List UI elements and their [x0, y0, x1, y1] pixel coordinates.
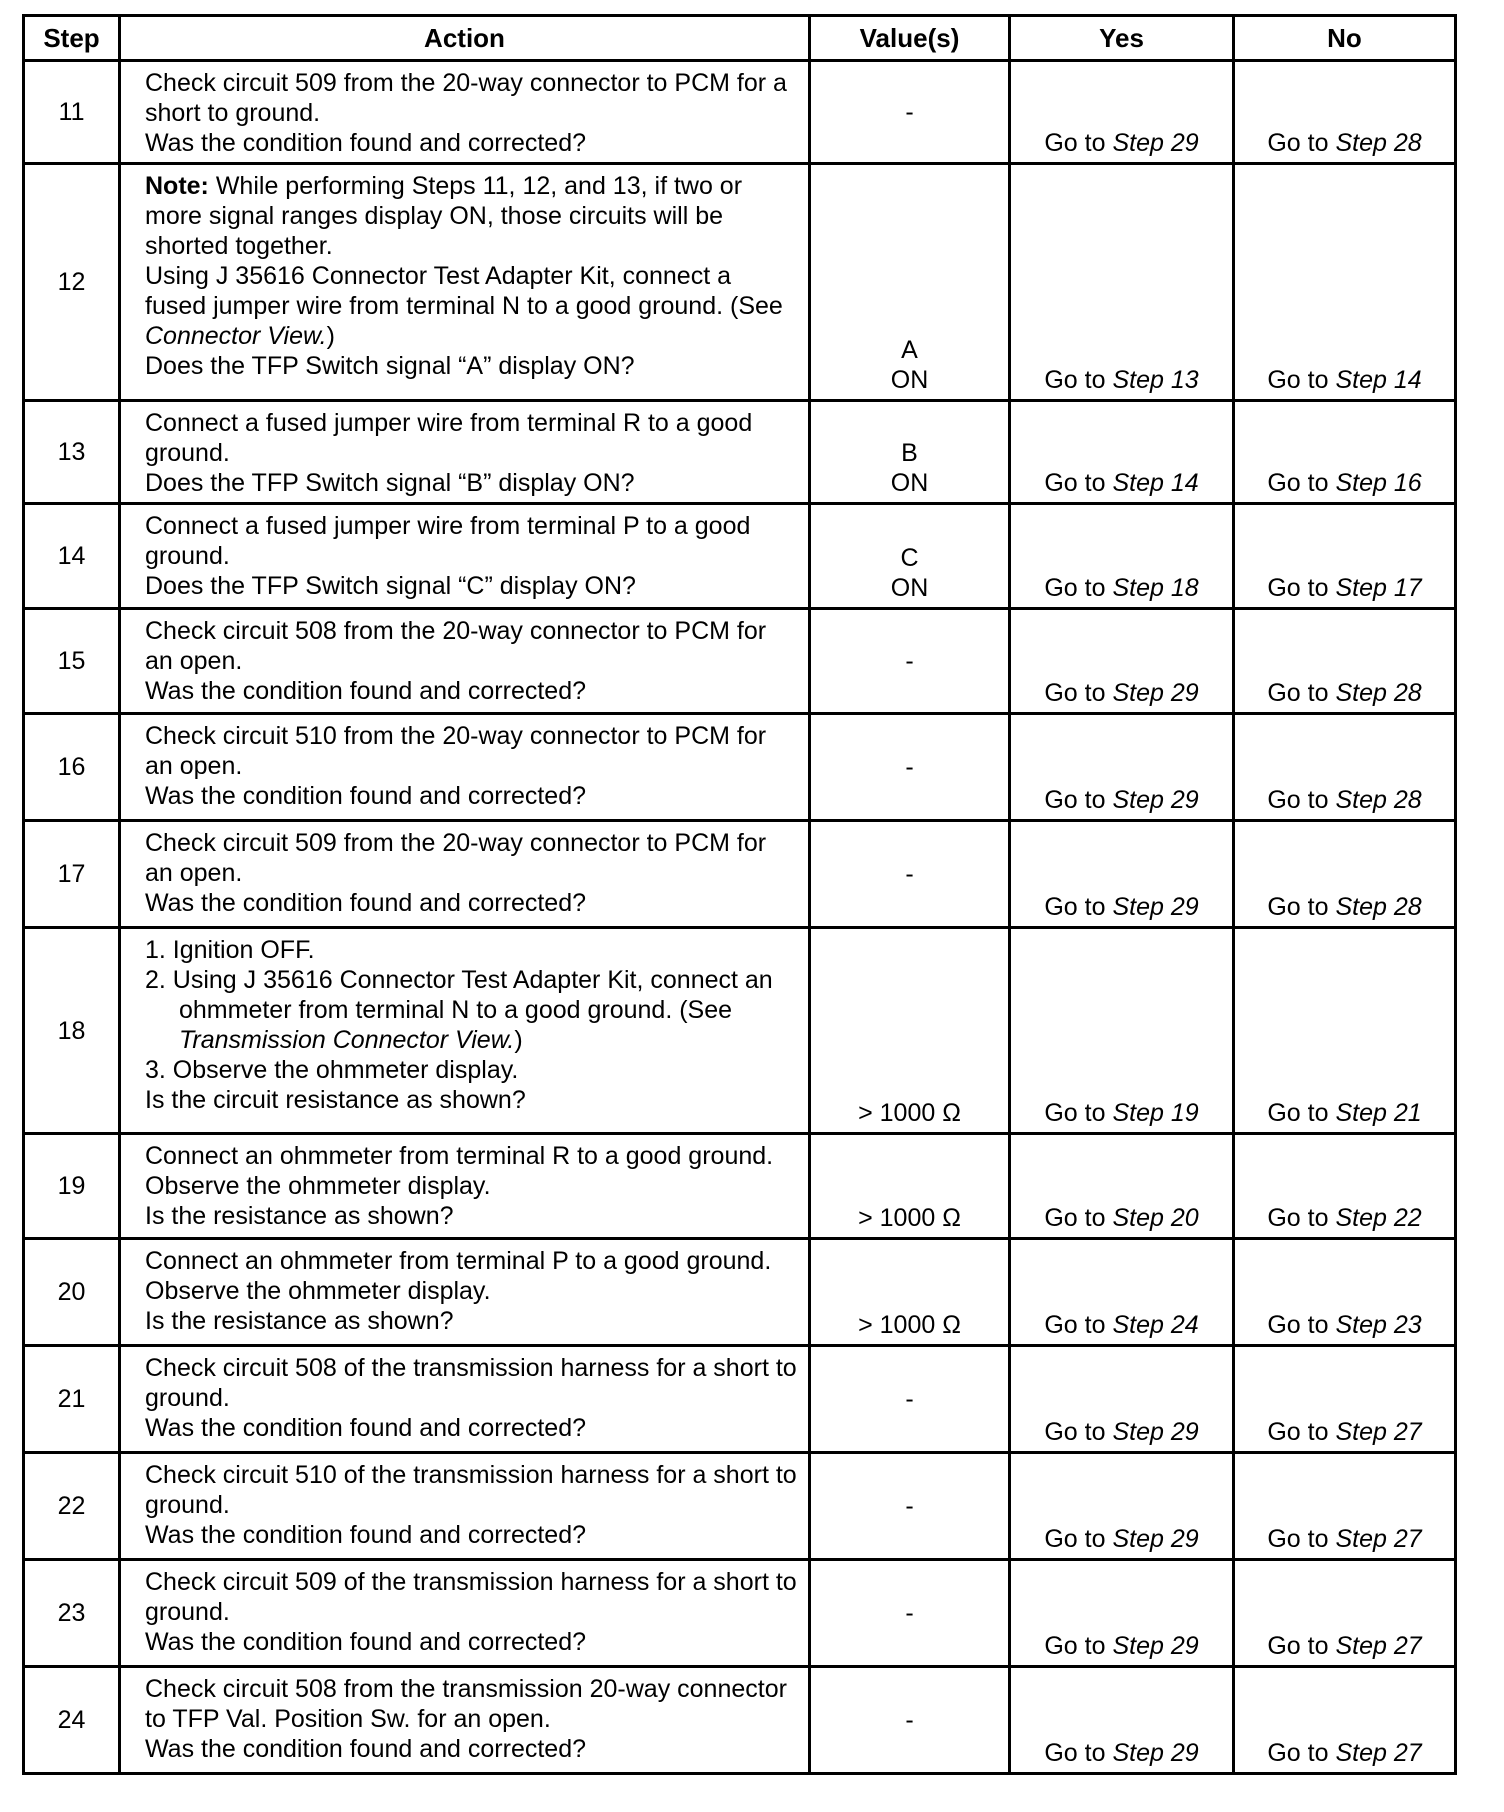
- goto-prefix: Go to: [1267, 1311, 1329, 1339]
- no-step-ref: Step 23: [1335, 1311, 1422, 1339]
- no-step-ref: Step 22: [1335, 1204, 1422, 1232]
- action-cell: [120, 1239, 810, 1346]
- value-cell: [810, 1667, 1010, 1774]
- goto-prefix: Go to: [1044, 366, 1106, 394]
- view-reference: Transmission Connector View.: [179, 1026, 515, 1054]
- step-number: 11: [24, 61, 120, 164]
- header-yes: Yes: [1010, 16, 1234, 61]
- yes-cell: [1010, 1239, 1234, 1346]
- view-reference: Connector View.: [145, 322, 327, 350]
- note-line: [145, 171, 798, 261]
- yes-cell: [1010, 609, 1234, 714]
- note-text: While performing Steps 11, 12, and 13, if two or more signal ranges display ON, those circuits will be shorted together.: [145, 172, 743, 260]
- yes-step-ref: Step 29: [1112, 1632, 1199, 1660]
- no-cell: [1234, 1667, 1456, 1774]
- action-cell: [120, 164, 810, 401]
- table-body: [24, 61, 1456, 1774]
- yes-cell: [1010, 928, 1234, 1134]
- table-row: [24, 821, 1456, 928]
- action-cell: [120, 609, 810, 714]
- value-cell: [810, 821, 1010, 928]
- action-text: ): [514, 1026, 523, 1054]
- no-cell: [1234, 1453, 1456, 1560]
- yes-cell: [1010, 714, 1234, 821]
- yes-step-ref: Step 29: [1112, 786, 1199, 814]
- action-line: Check circuit 509 of the transmission harness for a short to ground.: [145, 1568, 797, 1626]
- no-step-ref: Step 14: [1335, 366, 1422, 394]
- action-cell: [120, 1134, 810, 1239]
- goto-prefix: Go to: [1267, 129, 1329, 157]
- no-step-ref: Step 28: [1335, 679, 1422, 707]
- no-step-ref: Step 27: [1335, 1632, 1422, 1660]
- action-line: Check circuit 510 of the transmission harness for a short to ground.: [145, 1461, 797, 1519]
- value-text: A: [901, 336, 918, 364]
- header-step: Step: [24, 16, 120, 61]
- header-action: Action: [120, 16, 810, 61]
- no-cell: [1234, 504, 1456, 609]
- action-line: Is the resistance as shown?: [145, 1307, 454, 1335]
- step-number: 16: [24, 714, 120, 821]
- step-number: 17: [24, 821, 120, 928]
- action-line: Is the resistance as shown?: [145, 1202, 454, 1230]
- action-text: ): [326, 322, 335, 350]
- value-text: B: [901, 439, 918, 467]
- no-cell: [1234, 1239, 1456, 1346]
- note-label: Note:: [145, 172, 209, 200]
- step-number: 14: [24, 504, 120, 609]
- yes-cell: [1010, 401, 1234, 504]
- table-row: [24, 1239, 1456, 1346]
- no-step-ref: Step 27: [1335, 1418, 1422, 1446]
- action-line: Was the condition found and corrected?: [145, 129, 587, 157]
- table-row: [24, 609, 1456, 714]
- yes-cell: [1010, 1346, 1234, 1453]
- action-question: Is the circuit resistance as shown?: [145, 1086, 526, 1114]
- goto-prefix: Go to: [1267, 1204, 1329, 1232]
- no-cell: [1234, 714, 1456, 821]
- goto-prefix: Go to: [1044, 1204, 1106, 1232]
- yes-cell: [1010, 821, 1234, 928]
- table-row: [24, 61, 1456, 164]
- value-cell: [810, 928, 1010, 1134]
- table-row: [24, 1346, 1456, 1453]
- no-cell: [1234, 1346, 1456, 1453]
- step-number: 23: [24, 1560, 120, 1667]
- value-text: -: [905, 1492, 914, 1520]
- action-line: Check circuit 510 from the 20-way connector to PCM for an open.: [145, 722, 767, 780]
- step-number: 12: [24, 164, 120, 401]
- action-cell: [120, 1346, 810, 1453]
- action-cell: [120, 928, 810, 1134]
- value-text: -: [905, 1706, 914, 1734]
- goto-prefix: Go to: [1267, 893, 1329, 921]
- action-line: Was the condition found and corrected?: [145, 1521, 587, 1549]
- no-step-ref: Step 28: [1335, 893, 1422, 921]
- goto-prefix: Go to: [1044, 574, 1106, 602]
- step-number: 19: [24, 1134, 120, 1239]
- yes-step-ref: Step 19: [1112, 1099, 1199, 1127]
- no-cell: [1234, 164, 1456, 401]
- goto-prefix: Go to: [1267, 786, 1329, 814]
- action-line: Connect an ohmmeter from terminal R to a good ground. Observe the ohmmeter display.: [145, 1142, 774, 1200]
- value-cell: [810, 714, 1010, 821]
- value-text: C: [900, 544, 919, 572]
- yes-step-ref: Step 13: [1112, 366, 1199, 394]
- numbered-item: 1. Ignition OFF.: [145, 936, 315, 964]
- goto-prefix: Go to: [1044, 1739, 1106, 1767]
- no-cell: [1234, 61, 1456, 164]
- diagnostic-table: [22, 14, 1457, 1775]
- goto-prefix: Go to: [1044, 679, 1106, 707]
- value-cell: [810, 401, 1010, 504]
- action-line: Was the condition found and corrected?: [145, 889, 587, 917]
- action-line: Connect an ohmmeter from terminal P to a good ground. Observe the ohmmeter display.: [145, 1247, 772, 1305]
- goto-prefix: Go to: [1267, 1525, 1329, 1553]
- action-line: Does the TFP Switch signal “C” display ON?: [145, 572, 636, 600]
- yes-cell: [1010, 1453, 1234, 1560]
- step-number: 24: [24, 1667, 120, 1774]
- no-cell: [1234, 1134, 1456, 1239]
- yes-cell: [1010, 1667, 1234, 1774]
- yes-step-ref: Step 14: [1112, 469, 1199, 497]
- header-values: Value(s): [810, 16, 1010, 61]
- action-cell: [120, 1560, 810, 1667]
- action-line: Connect a fused jumper wire from terminal P to a good ground.: [145, 512, 751, 570]
- goto-prefix: Go to: [1267, 469, 1329, 497]
- header-no: No: [1234, 16, 1456, 61]
- value-text: -: [905, 98, 914, 126]
- action-line: Was the condition found and corrected?: [145, 1735, 587, 1763]
- value-cell: [810, 1346, 1010, 1453]
- goto-prefix: Go to: [1044, 1418, 1106, 1446]
- no-cell: [1234, 821, 1456, 928]
- action-cell: [120, 714, 810, 821]
- goto-prefix: Go to: [1267, 1739, 1329, 1767]
- action-question: Does the TFP Switch signal “A” display ON?: [145, 352, 635, 380]
- value-cell: [810, 609, 1010, 714]
- goto-prefix: Go to: [1044, 1632, 1106, 1660]
- table-row: [24, 928, 1456, 1134]
- no-cell: [1234, 928, 1456, 1134]
- goto-prefix: Go to: [1044, 1099, 1106, 1127]
- yes-step-ref: Step 29: [1112, 893, 1199, 921]
- action-cell: [120, 821, 810, 928]
- goto-prefix: Go to: [1267, 366, 1329, 394]
- table-header-row: [24, 16, 1456, 61]
- action-cell: [120, 1667, 810, 1774]
- step-number: 21: [24, 1346, 120, 1453]
- yes-step-ref: Step 29: [1112, 1525, 1199, 1553]
- action-line: Check circuit 509 from the 20-way connector to PCM for a short to ground.: [145, 69, 787, 127]
- step-number: 22: [24, 1453, 120, 1560]
- no-step-ref: Step 27: [1335, 1739, 1422, 1767]
- goto-prefix: Go to: [1267, 679, 1329, 707]
- goto-prefix: Go to: [1267, 1632, 1329, 1660]
- no-step-ref: Step 16: [1335, 469, 1422, 497]
- action-line: Check circuit 508 from the 20-way connector to PCM for an open.: [145, 617, 767, 675]
- value-cell: [810, 61, 1010, 164]
- action-line: [145, 261, 798, 351]
- step-number: 15: [24, 609, 120, 714]
- yes-step-ref: Step 29: [1112, 1418, 1199, 1446]
- goto-prefix: Go to: [1267, 1418, 1329, 1446]
- action-text: Using J 35616 Connector Test Adapter Kit, connect a fused jumper wire from terminal N to a good ground. (See: [145, 262, 783, 320]
- no-step-ref: Step 17: [1335, 574, 1422, 602]
- value-cell: [810, 1134, 1010, 1239]
- table-row: [24, 1134, 1456, 1239]
- action-cell: [120, 1453, 810, 1560]
- value-cell: [810, 164, 1010, 401]
- value-text: > 1000 Ω: [858, 1099, 961, 1127]
- action-line: Check circuit 508 of the transmission harness for a short to ground.: [145, 1354, 797, 1412]
- yes-cell: [1010, 61, 1234, 164]
- value-text: ON: [890, 469, 929, 497]
- goto-prefix: Go to: [1044, 469, 1106, 497]
- yes-step-ref: Step 24: [1112, 1311, 1199, 1339]
- goto-prefix: Go to: [1044, 1525, 1106, 1553]
- no-step-ref: Step 27: [1335, 1525, 1422, 1553]
- yes-step-ref: Step 29: [1112, 129, 1199, 157]
- action-line: Was the condition found and corrected?: [145, 782, 587, 810]
- value-text: ON: [890, 574, 929, 602]
- no-step-ref: Step 28: [1335, 129, 1422, 157]
- goto-prefix: Go to: [1267, 574, 1329, 602]
- table-row: [24, 401, 1456, 504]
- yes-step-ref: Step 29: [1112, 679, 1199, 707]
- table-row: [24, 1560, 1456, 1667]
- action-cell: [120, 401, 810, 504]
- yes-cell: [1010, 1560, 1234, 1667]
- goto-prefix: Go to: [1267, 1099, 1329, 1127]
- yes-cell: [1010, 164, 1234, 401]
- value-text: ON: [890, 366, 929, 394]
- value-text: -: [905, 860, 914, 888]
- action-line: Was the condition found and corrected?: [145, 1628, 587, 1656]
- table-row: [24, 504, 1456, 609]
- table-row: [24, 164, 1456, 401]
- action-line: Check circuit 508 from the transmission 20-way connector to TFP Val. Position Sw. for an open.: [145, 1675, 787, 1733]
- value-text: -: [905, 647, 914, 675]
- value-text: > 1000 Ω: [858, 1204, 961, 1232]
- goto-prefix: Go to: [1044, 786, 1106, 814]
- step-number: 13: [24, 401, 120, 504]
- yes-step-ref: Step 18: [1112, 574, 1199, 602]
- step-number: 20: [24, 1239, 120, 1346]
- value-text: -: [905, 753, 914, 781]
- action-line: Was the condition found and corrected?: [145, 677, 587, 705]
- value-text: > 1000 Ω: [858, 1311, 961, 1339]
- no-step-ref: Step 28: [1335, 786, 1422, 814]
- action-cell: [120, 61, 810, 164]
- no-step-ref: Step 21: [1335, 1099, 1422, 1127]
- yes-step-ref: Step 29: [1112, 1739, 1199, 1767]
- value-cell: [810, 1453, 1010, 1560]
- yes-step-ref: Step 20: [1112, 1204, 1199, 1232]
- numbered-item: 3. Observe the ohmmeter display.: [145, 1056, 519, 1084]
- value-text: -: [905, 1599, 914, 1627]
- value-text: -: [905, 1385, 914, 1413]
- table-row: [24, 1667, 1456, 1774]
- no-cell: [1234, 609, 1456, 714]
- action-cell: [120, 504, 810, 609]
- yes-cell: [1010, 504, 1234, 609]
- numbered-item: [145, 965, 798, 1055]
- yes-cell: [1010, 1134, 1234, 1239]
- value-cell: [810, 1239, 1010, 1346]
- value-cell: [810, 1560, 1010, 1667]
- action-line: Does the TFP Switch signal “B” display ON?: [145, 469, 635, 497]
- step-number: 18: [24, 928, 120, 1134]
- goto-prefix: Go to: [1044, 1311, 1106, 1339]
- action-line: Connect a fused jumper wire from terminal R to a good ground.: [145, 409, 753, 467]
- table-row: [24, 1453, 1456, 1560]
- no-cell: [1234, 401, 1456, 504]
- goto-prefix: Go to: [1044, 129, 1106, 157]
- action-line: Check circuit 509 from the 20-way connector to PCM for an open.: [145, 829, 767, 887]
- action-text: 2. Using J 35616 Connector Test Adapter Kit, connect an ohmmeter from terminal N to a good ground. (See: [145, 966, 773, 1024]
- table-row: [24, 714, 1456, 821]
- no-cell: [1234, 1560, 1456, 1667]
- goto-prefix: Go to: [1044, 893, 1106, 921]
- action-line: Was the condition found and corrected?: [145, 1414, 587, 1442]
- diagnostic-table-page: [22, 14, 1454, 1775]
- value-cell: [810, 504, 1010, 609]
